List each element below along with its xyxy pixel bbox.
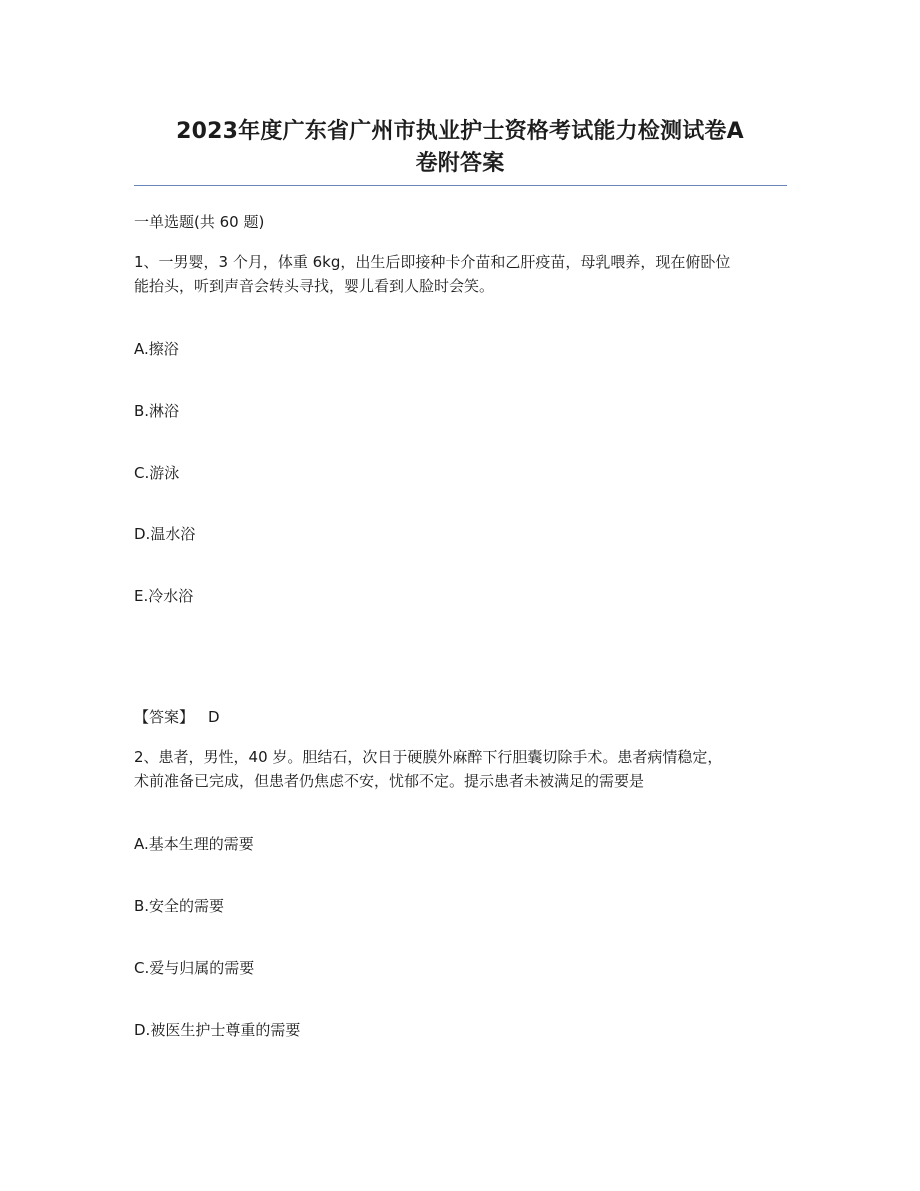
question-1-option-e: E.冷水浴 bbox=[134, 587, 194, 605]
question-1-stem-line-2: 能抬头，听到声音会转头寻找，婴儿看到人脸时会笑。 bbox=[134, 277, 495, 295]
question-1-stem bbox=[134, 250, 794, 298]
question-2-option-d: D.被医生护士尊重的需要 bbox=[134, 1021, 301, 1039]
question-1-stem-line-1: 1、一男婴，3 个月，体重 6kg，出生后即接种卡介苗和乙肝疫苗，母乳喂养，现在俯卧位 bbox=[134, 253, 731, 271]
question-2-stem-line-2: 术前准备已完成，但患者仍焦虑不安，忧郁不定。提示患者未被满足的需要是 bbox=[134, 772, 645, 790]
question-2-option-c: C.爱与归属的需要 bbox=[134, 959, 255, 977]
question-2-option-a: A.基本生理的需要 bbox=[134, 835, 254, 853]
answer-label: 【答案】 bbox=[134, 708, 195, 726]
section-heading: 一单选题(共 60 题) bbox=[134, 213, 265, 231]
question-1-answer bbox=[134, 706, 220, 728]
document-title bbox=[120, 116, 800, 180]
question-1-option-c: C.游泳 bbox=[134, 464, 180, 482]
question-2-option-b: B.安全的需要 bbox=[134, 897, 225, 915]
title-divider bbox=[134, 185, 787, 186]
title-line-1: 2023年度广东省广州市执业护士资格考试能力检测试卷A bbox=[176, 119, 744, 144]
question-1-option-d: D.温水浴 bbox=[134, 525, 196, 543]
title-line-2: 卷附答案 bbox=[415, 151, 505, 176]
question-2-stem bbox=[134, 745, 794, 793]
question-2-stem-line-1: 2、患者，男性，40 岁。胆结石，次日于硬膜外麻醉下行胆囊切除手术。患者病情稳定， bbox=[134, 748, 723, 766]
answer-value: D bbox=[208, 708, 220, 726]
question-1-option-b: B.淋浴 bbox=[134, 402, 180, 420]
question-1-option-a: A.擦浴 bbox=[134, 340, 179, 358]
